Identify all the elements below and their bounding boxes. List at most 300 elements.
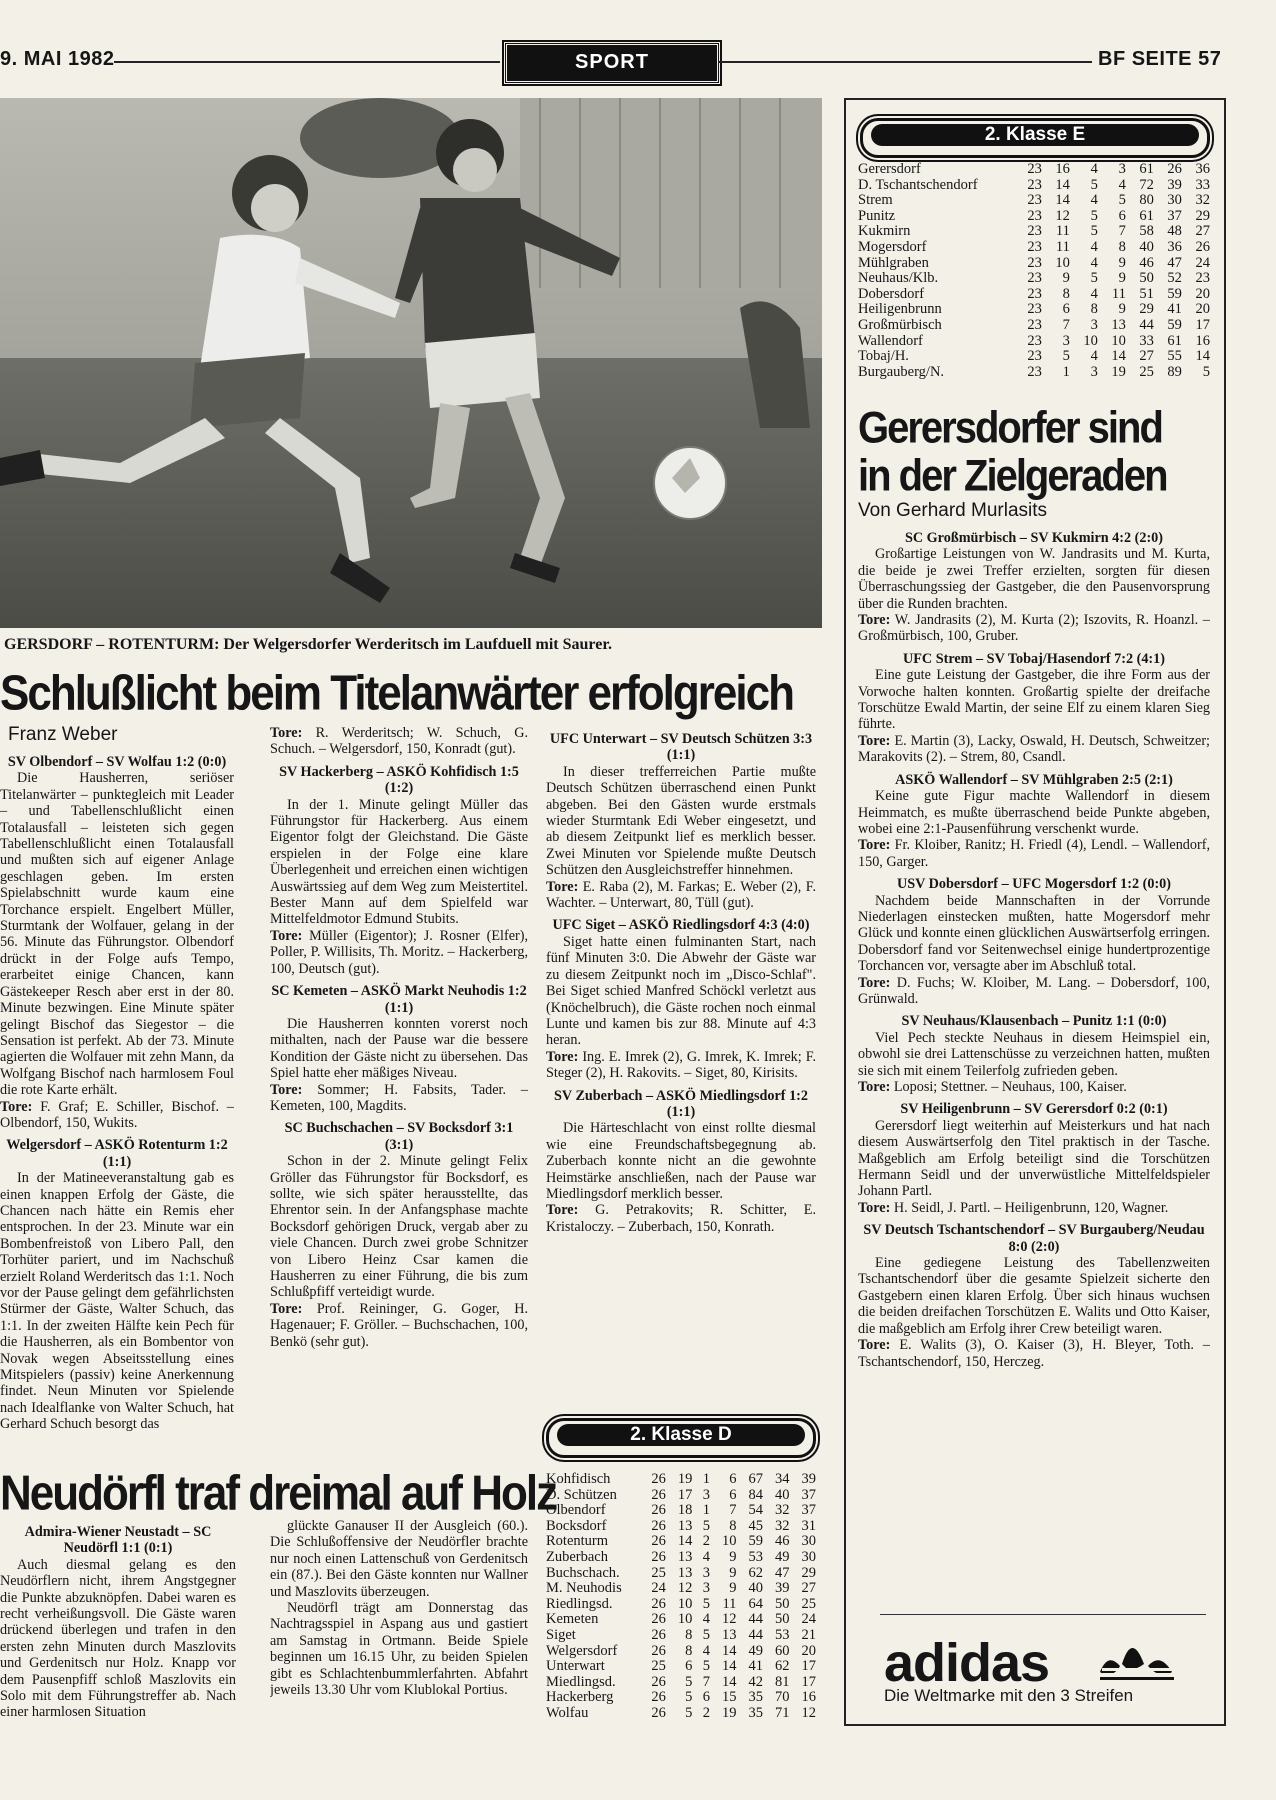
standings-row <box>858 349 1210 365</box>
stat-cell: 9 <box>1062 270 1070 287</box>
standings-row <box>858 224 1210 240</box>
paragraph: Auch diesmal gelang es den Neudörflern nicht, ihrem Angstgegner die Punkte abzuknöpfen. Dabei waren es recht verheißungsvoll. Die Gäste waren drückend überlegen und trafen in den ersten zehn Minuten durch Maszlovits und Gerdenitsch nur Holz. Knapp vor dem Pausenpfiff schloß Maszlovits ein Solo mit dem Führungstreffer ab. Nach einer harmlosen Situation <box>0 1556 236 1721</box>
scorers-line <box>858 612 1210 645</box>
scorers-text: H. Seidl, J. Partl. – Heiligenbrunn, 120, Wagner. <box>890 1199 1169 1216</box>
stat-cell: 30 <box>801 1548 816 1565</box>
scorers-text: R. Werderitsch; W. Schuch, G. Schuch. – Welgersdorf, 150, Konradt (gut). <box>270 725 528 758</box>
stat-cell: 4 <box>1090 192 1098 209</box>
stat-cell: 32 <box>1195 192 1210 209</box>
scorers-line <box>546 1202 816 1235</box>
team-name: D. Tschantschendorf <box>858 176 978 193</box>
page-number: BF SEITE 57 <box>1098 48 1222 70</box>
stat-cell: 4 <box>1090 348 1098 365</box>
team-name: M. Neuhodis <box>546 1580 622 1597</box>
scorers-label: Tore: <box>858 837 891 854</box>
standings-row <box>858 209 1210 225</box>
standings-row <box>546 1706 816 1722</box>
stat-cell: 37 <box>801 1486 816 1503</box>
stat-cell: 35 <box>748 1689 763 1706</box>
stat-cell: 6 <box>685 1658 693 1675</box>
stat-cell: 4 <box>1090 285 1098 302</box>
author-article3: Von Gerhard Murlasits <box>858 500 1048 521</box>
scorers-text: G. Petrakovits; R. Schitter, E. Kristaloczy. – Zuberbach, 150, Konrath. <box>546 1202 816 1235</box>
match-heading: SV Zuberbach – ASKÖ Miedlingsdorf 1:2 (1:1) <box>554 1087 808 1120</box>
stat-cell: 16 <box>1055 161 1070 177</box>
team-name: Hackerberg <box>546 1689 614 1706</box>
stat-cell: 70 <box>774 1689 790 1706</box>
standings-row <box>858 256 1210 272</box>
stat-cell: 14 <box>1195 348 1210 365</box>
team-name: Bocksdorf <box>546 1517 607 1534</box>
standings-row <box>546 1597 816 1613</box>
standings-row <box>546 1488 816 1504</box>
team-name: Zuberbach <box>546 1548 608 1565</box>
team-name: Welgersdorf <box>546 1642 618 1659</box>
photo-caption: GERSDORF – ROTENTURM: Der Welgersdorfer Werderitsch im Laufduell mit Saurer. <box>4 636 612 653</box>
stat-cell: 26 <box>651 1502 666 1519</box>
stat-cell: 42 <box>748 1673 763 1690</box>
stat-cell: 5 <box>1090 207 1098 224</box>
stat-cell: 71 <box>774 1704 790 1721</box>
stat-cell: 12 <box>721 1611 737 1628</box>
stat-cell: 64 <box>748 1595 763 1612</box>
standings-row <box>858 334 1210 350</box>
stat-cell: 10 <box>677 1611 693 1628</box>
stat-cell: 23 <box>1027 332 1042 349</box>
stat-cell: 26 <box>651 1533 666 1550</box>
stat-cell: 36 <box>1167 238 1182 255</box>
match-heading: SC Buchschachen – SV Bocksdorf 3:1 (3:1) <box>284 1120 514 1153</box>
paragraph: Eine gediegene Leistung des Tabellenzweiten Tschantschendorf über die gesamte Spielzeit sicherte den Gastgebern einen klaren Erfolg. Über sich hinaus wuchsen die beiden dreifachen Torschützen E. Walits und Otto Kaiser, die maßgeblich am Erfolg ihrer Crew beteiligt waren. <box>858 1255 1210 1337</box>
scorers-label: Tore: <box>270 725 303 741</box>
stat-cell: 23 <box>1027 238 1042 255</box>
stat-cell: 27 <box>801 1580 816 1597</box>
match-heading: SV Olbendorf – SV Wolfau 1:2 (0:0) <box>7 754 227 770</box>
stat-cell: 13 <box>677 1548 693 1565</box>
stat-cell: 23 <box>1027 223 1042 240</box>
stat-cell: 13 <box>721 1626 737 1643</box>
stat-cell: 39 <box>801 1471 816 1487</box>
standings-row <box>546 1628 816 1644</box>
stat-cell: 6 <box>1118 207 1126 224</box>
stat-cell: 29 <box>1195 207 1210 224</box>
stat-cell: 6 <box>702 1689 710 1706</box>
stat-cell: 14 <box>677 1533 693 1550</box>
paragraph: Viel Pech steckte Neuhaus in diesem Heimspiel ein, obwohl sie drei Lattenschüsse zu verzeichnen hatten, mußten sie sich mit einem Teilerfolg zufrieden geben. <box>858 1029 1210 1079</box>
author-article1: Franz Weber <box>8 724 118 745</box>
match-heading: SV Neuhaus/Klausenbach – Punitz 1:1 (0:0) <box>901 1013 1167 1030</box>
stat-cell: 40 <box>774 1486 790 1503</box>
stat-cell: 9 <box>1118 301 1126 318</box>
stat-cell: 55 <box>1167 348 1182 365</box>
stat-cell: 26 <box>651 1626 666 1643</box>
stat-cell: 5 <box>1090 223 1098 240</box>
stat-cell: 26 <box>651 1704 666 1721</box>
stat-cell: 10 <box>1111 332 1126 349</box>
stat-cell: 4 <box>1090 161 1098 177</box>
stat-cell: 10 <box>1055 254 1070 271</box>
stat-cell: 21 <box>801 1626 816 1643</box>
stat-cell: 31 <box>801 1517 816 1534</box>
stat-cell: 35 <box>748 1704 763 1721</box>
stat-cell: 4 <box>702 1642 710 1659</box>
standings-row <box>546 1472 816 1488</box>
stat-cell: 23 <box>1027 348 1042 365</box>
standings-row <box>546 1612 816 1628</box>
stat-cell: 9 <box>729 1580 737 1597</box>
stat-cell: 60 <box>774 1642 790 1659</box>
standings-table-d <box>546 1472 816 1722</box>
match-heading: USV Dobersdorf – UFC Mogersdorf 1:2 (0:0) <box>897 876 1171 893</box>
stat-cell: 33 <box>1195 176 1210 193</box>
stat-cell: 26 <box>651 1471 666 1487</box>
stat-cell: 3 <box>1090 363 1098 380</box>
scorers-line <box>858 733 1210 766</box>
stat-cell: 61 <box>1139 161 1154 177</box>
stat-cell: 49 <box>774 1548 790 1565</box>
scorers-text: Ing. E. Imrek (2), G. Imrek, K. Imrek; F. Steger (2), H. Rakovits. – Siget, 80, Kirisits. <box>546 1048 816 1082</box>
stat-cell: 14 <box>1055 192 1070 209</box>
stat-cell: 47 <box>1167 254 1182 271</box>
stat-cell: 17 <box>677 1486 693 1503</box>
stat-cell: 44 <box>748 1626 763 1643</box>
stat-cell: 23 <box>1027 363 1042 380</box>
stat-cell: 46 <box>1139 254 1154 271</box>
stat-cell: 37 <box>801 1502 816 1519</box>
scorers-label: Tore: <box>858 1337 891 1354</box>
team-name: Olbendorf <box>546 1502 606 1519</box>
stat-cell: 80 <box>1139 192 1154 209</box>
table-e-title-pill <box>860 118 1210 158</box>
standings-row <box>546 1550 816 1566</box>
stat-cell: 5 <box>1062 348 1070 365</box>
stat-cell: 12 <box>677 1580 693 1597</box>
stat-cell: 5 <box>685 1673 693 1690</box>
stat-cell: 7 <box>702 1673 710 1690</box>
stat-cell: 14 <box>1055 176 1070 193</box>
stat-cell: 59 <box>1167 285 1182 302</box>
team-name: Buchschach. <box>546 1564 620 1581</box>
stat-cell: 61 <box>1139 207 1154 224</box>
stat-cell: 33 <box>1139 332 1154 349</box>
stat-cell: 3 <box>1062 332 1070 349</box>
team-name: Wallendorf <box>858 332 923 349</box>
stat-cell: 49 <box>748 1642 763 1659</box>
stat-cell: 50 <box>1139 270 1154 287</box>
team-name: Mühlgraben <box>858 254 929 271</box>
ad-tagline: Die Weltmarke mit den 3 Streifen <box>884 1686 1134 1705</box>
scorers-label: Tore: <box>858 1199 891 1216</box>
stat-cell: 47 <box>774 1564 790 1581</box>
paragraph: Eine gute Leistung der Gastgeber, die ihre Form aus der Vorwoche halten konnten. Großartig spielte der dreifache Torschütze Ewald Martin, der seine Elf zu einem klaren Sieg führte. <box>858 667 1210 733</box>
stat-cell: 9 <box>729 1564 737 1581</box>
stat-cell: 5 <box>1090 270 1098 287</box>
team-name: Mogersdorf <box>858 238 927 255</box>
scorers-label: Tore: <box>858 612 891 629</box>
stat-cell: 23 <box>1027 285 1042 302</box>
match-heading: SC Kemeten – ASKÖ Markt Neuhodis 1:2 (1:1) <box>271 983 527 1016</box>
headline-article3-line2: in der Zielgeraden <box>858 451 1167 501</box>
stat-cell: 7 <box>1118 223 1126 240</box>
stat-cell: 24 <box>1195 254 1210 271</box>
paragraph: In dieser trefferreichen Partie mußte Deutsch Schützen überraschend einen Punkt abgeben. Bei den Gästen wurde erstmals wieder Sturmtank Edi Weber eingesetzt, und ab diesem Zeitpunkt lief es merklich besser. Zwei Minuten vor Spielende mußte Deutsch Schützen den Ausgleichstreffer hinnehmen. <box>546 763 816 879</box>
stat-cell: 23 <box>1027 254 1042 271</box>
scorers-line <box>270 1082 528 1115</box>
stat-cell: 32 <box>774 1502 790 1519</box>
stat-cell: 3 <box>702 1580 710 1597</box>
stat-cell: 3 <box>702 1486 710 1503</box>
team-name: Großmürbisch <box>858 316 942 333</box>
stat-cell: 11 <box>722 1595 737 1612</box>
stat-cell: 20 <box>801 1642 816 1659</box>
paragraph: Gerersdorf liegt weiterhin auf Meisterkurs und hat nach diesem Auswärtserfolg den Titel praktisch in der Tasche. Maßgeblich am Erfolg beteiligt sind die Torschützen Hermann Seidl und der unverwüstliche Mittelfeldspieler Johann Partl. <box>858 1117 1210 1200</box>
scorers-text: W. Jandrasits (2), M. Kurta (2); Iszovits, R. Hoanzl. – Großmürbisch, 100, Gruber. <box>858 612 1210 645</box>
stat-cell: 4 <box>702 1611 710 1628</box>
stat-cell: 24 <box>801 1611 816 1628</box>
paragraph: Die Hausherren, seriöser Titelanwärter – punktegleich mit Leader – und Tabellenschlußlicht einen Totalausfall – leisteten sich gegen Tabellenschlußlicht einen Totalausfall und mußten sich auf eigener Anlage geschlagen geben. Im ersten Spielabschnitt wurde kaum eine Torchance erspielt. Engelbert Müller, Sturmtank der Wolfauer, gelang in der 56. Minute das Führungstor. Olbendorf drückt in der Folge aufs Tempo, erarbeitet einige Chancen, kann Gästekeeper Resch aber erst in der 80. Minute bezwingen. Eine Minute später gelingt Bischof das Siegestor – die Sensation ist perfekt. Ab der 73. Minute agierten die Wolfauer mit zehn Mann, da Wolfgang Bischof nach harmlosem Foul die rote Karte erhält. <box>0 770 234 1099</box>
standings-row <box>546 1659 816 1675</box>
team-name: Kukmirn <box>858 223 911 240</box>
stat-cell: 5 <box>702 1626 710 1643</box>
header-rule-left <box>114 61 500 63</box>
stat-cell: 27 <box>1139 348 1154 365</box>
paragraph: In der 1. Minute gelingt Müller das Führungstor für Hackerberg. Aus einem Eigentor folgt der Gleichstand. Die Gäste erspielen in der Folge eine klare Überlegenheit und erreichen einen wichtigen Auswärtssieg auf dem Weg zum Meistertitel. Bester Mann auf dem Spielfeld war Mittelfeldmotor Edmund Stubits. <box>270 796 528 928</box>
team-name: Rotenturm <box>546 1533 609 1550</box>
team-name: Neuhaus/Klb. <box>858 270 939 287</box>
paragraph: Siget hatte einen fulminanten Start, nach fünf Minuten 3:0. Die Abwehr der Gäste war zu diesem Zeitpunkt noch im „Disco-Schlaf". Bei Siget schied Manfred Schöckl verletzt aus (Knöchelbruch), die Gäste rochen noch einmal Lunte und kamen bis zur 88. Minute auf 4:3 heran. <box>546 933 816 1049</box>
stat-cell: 32 <box>774 1517 790 1534</box>
stat-cell: 14 <box>721 1642 737 1659</box>
scorers-line <box>270 928 528 977</box>
stat-cell: 7 <box>729 1502 737 1519</box>
paragraph: Großartige Leistungen von W. Jandrasits und M. Kurta, die beide je zwei Treffer erzielten, sorgten für diesen Überraschungssieg der Gastgeber, die den Pausenvorsprung über die Runden brachten. <box>858 546 1210 612</box>
stat-cell: 26 <box>651 1486 666 1503</box>
stat-cell: 16 <box>1195 332 1210 349</box>
stat-cell: 23 <box>1027 192 1042 209</box>
standings-row <box>858 318 1210 334</box>
standings-row <box>546 1503 816 1519</box>
standings-row <box>858 365 1210 381</box>
stat-cell: 25 <box>801 1595 816 1612</box>
stat-cell: 23 <box>1027 316 1042 333</box>
stat-cell: 3 <box>1090 316 1098 333</box>
paragraph: Die Hausherren konnten vorerst noch mithalten, nach der Pause war die bessere Kondition der Gäste nicht zu übersehen. Das Spiel hatte eher mäßiges Niveau. <box>270 1015 528 1082</box>
stat-cell: 27 <box>1195 223 1210 240</box>
scorers-line <box>270 725 528 758</box>
stat-cell: 50 <box>774 1611 790 1628</box>
stat-cell: 17 <box>1195 316 1210 333</box>
stat-cell: 2 <box>702 1533 710 1550</box>
paragraph: Schon in der 2. Minute gelingt Felix Gröller das Führungstor für Bocksdorf, es sollte, wie sich später herausstellte, das Ehrentor sein. In der Anfangsphase machte Bocksdorf gehörigen Druck, vergab aber zu viele Chancen. Durch zwei grobe Schnitzer von Libero Heinz Csar kamen die Hausherren zu einer Führung, die bis zum Schlußpfiff verteidigt wurde. <box>270 1153 528 1301</box>
standings-row <box>858 193 1210 209</box>
scorers-text: E. Walits (3), O. Kaiser (3), H. Bleyer, Toth. – Tschantschendorf, 150, Herczeg. <box>858 1337 1210 1370</box>
stat-cell: 8 <box>685 1626 693 1643</box>
standings-row <box>546 1675 816 1691</box>
stat-cell: 26 <box>651 1517 666 1534</box>
standings-row <box>858 287 1210 303</box>
stat-cell: 52 <box>1167 270 1182 287</box>
stat-cell: 40 <box>1139 238 1154 255</box>
stat-cell: 4 <box>1090 238 1098 255</box>
stat-cell: 53 <box>748 1548 763 1565</box>
stat-cell: 26 <box>651 1673 666 1690</box>
stat-cell: 17 <box>801 1658 816 1675</box>
stat-cell: 6 <box>729 1471 737 1487</box>
match-photo <box>0 98 822 628</box>
stat-cell: 67 <box>748 1471 763 1487</box>
scorers-label: Tore: <box>270 1300 303 1317</box>
scorers-text: E. Raba (2), M. Farkas; E. Weber (2), F. Wachter. – Unterwart, 80, Tüll (gut). <box>546 878 816 912</box>
stat-cell: 39 <box>774 1580 790 1597</box>
stat-cell: 5 <box>685 1704 693 1721</box>
stat-cell: 26 <box>651 1642 666 1659</box>
stat-cell: 4 <box>1118 176 1126 193</box>
stat-cell: 34 <box>774 1471 790 1487</box>
match-heading: Admira-Wiener Neustadt – SC Neudörfl 1:1 (0:1) <box>24 1524 212 1557</box>
headline-article2: Neudörfl traf dreimal auf Holz <box>0 1465 557 1521</box>
paragraph: glückte Ganauser II der Ausgleich (60.). Die Schlußoffensive der Neudörfler brachte nur noch einen Lattenschuß von Gerdenitsch ein (87.). Bei den Gäste konnten nur Wallner und Maszlovits überzeugen. <box>270 1518 528 1600</box>
stat-cell: 84 <box>748 1486 763 1503</box>
standings-row <box>546 1534 816 1550</box>
scorers-text: Loposi; Stettner. – Neuhaus, 100, Kaiser. <box>890 1079 1127 1095</box>
stat-cell: 26 <box>651 1595 666 1612</box>
scorers-text: F. Graf; E. Schiller, Bischof. – Olbendorf, 150, Wukits. <box>0 1098 234 1131</box>
team-name: Miedlingsd. <box>546 1673 616 1690</box>
stat-cell: 59 <box>1167 316 1182 333</box>
stat-cell: 26 <box>651 1689 666 1706</box>
standings-row <box>546 1566 816 1582</box>
stat-cell: 14 <box>1111 348 1126 365</box>
headline-article1: Schlußlicht beim Titelanwärter erfolgreich <box>0 665 793 721</box>
stat-cell: 5 <box>685 1689 693 1706</box>
stat-cell: 46 <box>774 1533 790 1550</box>
standings-row <box>858 271 1210 287</box>
stat-cell: 10 <box>677 1595 693 1612</box>
headline-article3-line1: Gerersdorfer sind <box>858 403 1162 453</box>
team-name: Kohfidisch <box>546 1471 611 1487</box>
stat-cell: 5 <box>702 1595 710 1612</box>
paragraph: Keine gute Figur machte Wallendorf in diesem Heimmatch, es mußte überraschend beide Punkte abgeben, wobei eine 2:1-Pausenführung verschenkt wurde. <box>858 788 1210 837</box>
header-rule-right <box>718 61 1092 63</box>
stat-cell: 7 <box>1062 316 1070 333</box>
stat-cell: 51 <box>1139 285 1154 302</box>
team-name: Kemeten <box>546 1611 599 1628</box>
stat-cell: 58 <box>1139 223 1154 240</box>
stat-cell: 2 <box>702 1704 710 1721</box>
match-heading: Welgersdorf – ASKÖ Rotenturm 1:2 (1:1) <box>6 1137 228 1170</box>
standings-row <box>858 178 1210 194</box>
stat-cell: 9 <box>1118 270 1126 287</box>
scorers-line <box>546 1049 816 1082</box>
stat-cell: 4 <box>1090 254 1098 271</box>
match-heading: SC Großmürbisch – SV Kukmirn 4:2 (2:0) <box>904 530 1164 546</box>
article2-column-1 <box>0 1518 236 1728</box>
team-name: Punitz <box>858 207 896 224</box>
stat-cell: 62 <box>774 1658 790 1675</box>
scorers-label: Tore: <box>858 1079 891 1095</box>
stat-cell: 50 <box>774 1595 790 1612</box>
standings-row <box>858 162 1210 178</box>
stat-cell: 8 <box>1062 285 1070 302</box>
scorers-label: Tore: <box>0 1098 33 1115</box>
scorers-label: Tore: <box>270 927 303 944</box>
stat-cell: 23 <box>1195 270 1210 287</box>
match-heading: SV Deutsch Tschantschendorf – SV Burgauberg/Neudau 8:0 (2:0) <box>863 1222 1205 1255</box>
scorers-label: Tore: <box>546 1202 579 1219</box>
stat-cell: 23 <box>1027 270 1042 287</box>
standings-row <box>546 1519 816 1535</box>
paragraph: Nachdem beide Mannschaften in der Vorrunde Niederlagen einstecken mußten, hatte Mogersdorf mehr Glück und konnte einen glücklichen Auswärtserfolg erringen. Dobersdorf fand vor Seitenwechsel einige hundertprozentige Torchancen vor, versagte aber im Abschluß total. <box>858 892 1210 975</box>
standings-row <box>858 302 1210 318</box>
stat-cell: 40 <box>748 1580 763 1597</box>
stat-cell: 29 <box>1139 301 1154 318</box>
stat-cell: 59 <box>748 1533 763 1550</box>
standings-row <box>546 1644 816 1660</box>
stat-cell: 10 <box>1083 332 1098 349</box>
stat-cell: 4 <box>702 1548 710 1565</box>
stat-cell: 3 <box>702 1564 710 1581</box>
team-name: Gerersdorf <box>858 161 921 177</box>
stat-cell: 26 <box>651 1611 666 1628</box>
stat-cell: 81 <box>774 1673 790 1690</box>
stat-cell: 8 <box>1090 301 1098 318</box>
scorers-line <box>0 1099 234 1132</box>
stat-cell: 30 <box>801 1533 816 1550</box>
stat-cell: 11 <box>1055 223 1070 240</box>
table-d-title: 2. Klasse D <box>557 1424 805 1446</box>
stat-cell: 62 <box>748 1564 763 1581</box>
stat-cell: 20 <box>1195 301 1210 318</box>
team-name: Strem <box>858 192 893 209</box>
stat-cell: 25 <box>651 1564 666 1581</box>
stat-cell: 39 <box>1167 176 1182 193</box>
stat-cell: 25 <box>651 1658 666 1675</box>
scorers-label: Tore: <box>546 878 579 895</box>
stat-cell: 20 <box>1195 285 1210 302</box>
article1-column-3 <box>546 725 816 1395</box>
match-heading: UFC Strem – SV Tobaj/Hasendorf 7:2 (4:1) <box>903 650 1165 667</box>
paragraph: In der Matineeveranstaltung gab es einen knappen Erfolg der Gäste, die Chancen nach hätte ein Remis eher entsprochen. In der 23. Minute war ein Bombenfreistoß von Libero Pall, den Torhüter pariert, und im Nachschuß erzielt Roland Werderitsch das 1:1. Noch vor der Pause gelingt dem gefährlichsten Stürmer der Gäste, Walter Schuch, das 1:1. In der zweiten Hälfte kein Pech für die Hausherren, als ein Bombentor von Novak wegen Abseitsstellung eines Mitspielers (passiv) keine Anerkennung findet. Neun Minuten vor Spielende nach Idealflanke von Walter Schuch, hat Gerhard Schuch besorgt das <box>0 1170 234 1433</box>
stat-cell: 41 <box>748 1658 763 1675</box>
stat-cell: 36 <box>1195 161 1210 177</box>
stat-cell: 72 <box>1139 176 1154 193</box>
scorers-text: D. Fuchs; W. Kloiber, M. Lang. – Dobersdorf, 100, Grünwald. <box>858 974 1210 1007</box>
scorers-text: Prof. Reininger, G. Goger, H. Hagenauer; F. Gröller. – Buchschachen, 100, Benkö (sehr gut). <box>270 1300 528 1350</box>
stat-cell: 54 <box>748 1502 763 1519</box>
standings-table-e <box>858 162 1210 380</box>
stat-cell: 12 <box>1055 207 1070 224</box>
scorers-line <box>858 1079 1210 1095</box>
stat-cell: 24 <box>651 1580 666 1597</box>
stat-cell: 61 <box>1167 332 1182 349</box>
stat-cell: 10 <box>721 1533 737 1550</box>
stat-cell: 23 <box>1027 161 1042 177</box>
article2-column-2 <box>270 1518 528 1728</box>
stat-cell: 26 <box>1195 238 1210 255</box>
stat-cell: 11 <box>1055 238 1070 255</box>
stat-cell: 13 <box>677 1517 693 1534</box>
team-name: Riedlingsd. <box>546 1595 613 1612</box>
stat-cell: 5 <box>1118 192 1126 209</box>
stat-cell: 13 <box>1111 316 1126 333</box>
section-label: SPORT <box>504 42 720 84</box>
stat-cell: 23 <box>1027 301 1042 318</box>
article1-column-1 <box>0 748 234 1438</box>
stat-cell: 8 <box>1118 238 1126 255</box>
match-heading: UFC Unterwart – SV Deutsch Schützen 3:3 (1:1) <box>549 731 813 764</box>
standings-row <box>858 240 1210 256</box>
stat-cell: 37 <box>1167 207 1182 224</box>
